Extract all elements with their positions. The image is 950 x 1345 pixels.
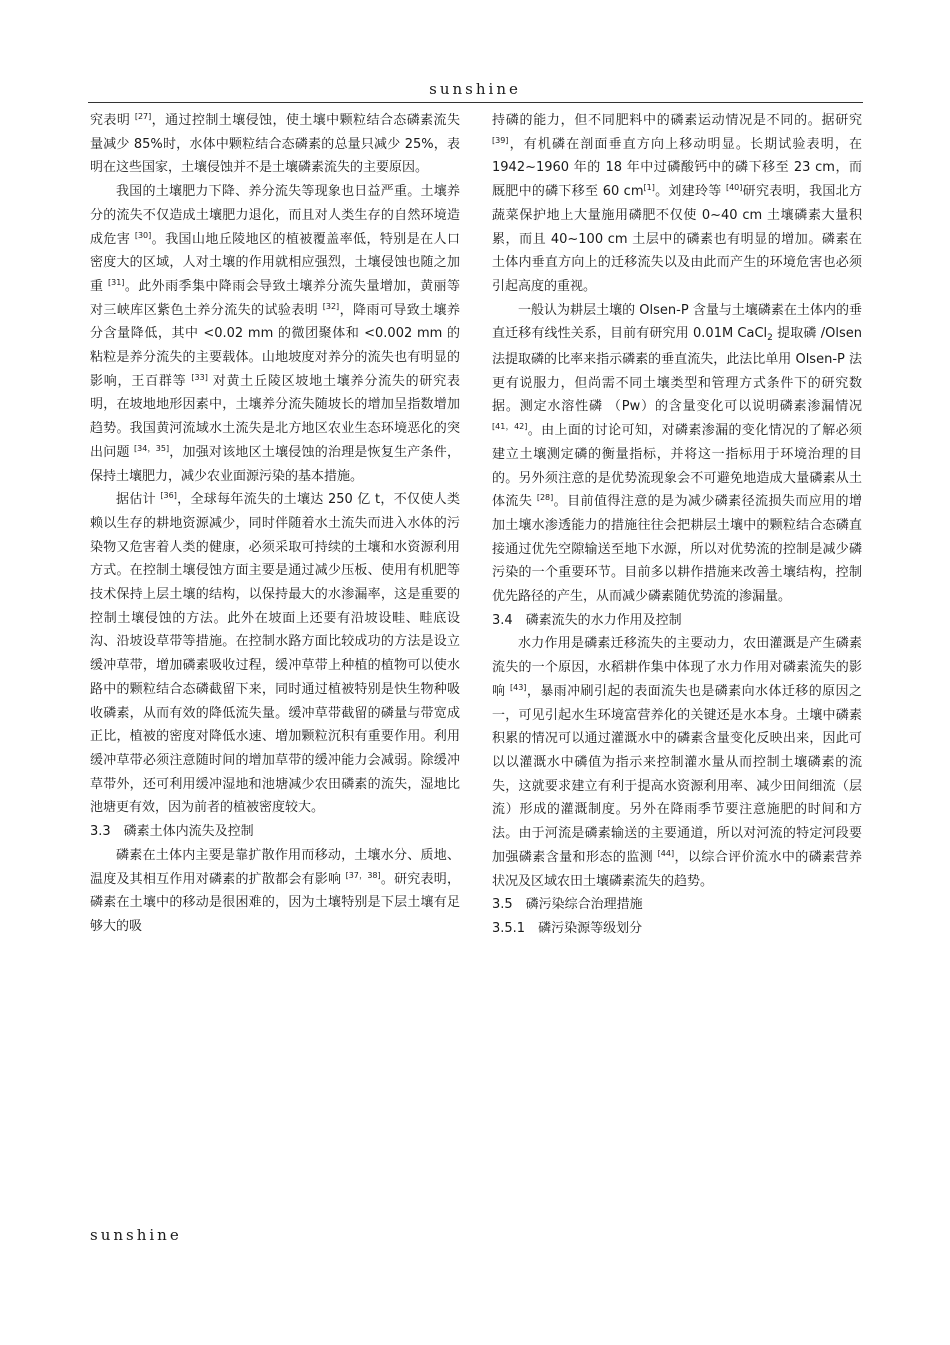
citation: [30] [134, 230, 152, 240]
citation: [44] [657, 848, 675, 858]
section-heading: 3.5 磷污染综合治理措施 [492, 897, 643, 913]
paragraph: 一般认为耕层土壤的 Olsen-P 含量与土壤磷素在土体内的垂直迁移有线性关系，目前有研究用 0.01M CaCl$_2$ 提取磷 /Olsen 法提取磷的比率来指示磷素的垂直流失，此法比单用 Olsen-P 法更有说服力，但尚需不同土壤类型和管理方式条件下的研究数据。测定水溶性磷 （Pw）的含量变化可以说明磷素渗漏情况 [41，42]。由上面的讨论可知，对磷素渗漏的变化情况的了解必须建立土壤测定磷的衡量指标，并将这一指标用于环境治理的目的。另外须注意的是优势流现象会不可避免地造成大量磷素从土体流失 [28]。目前值得注意的是为减少磷素径流损失而应用的增加土壤水渗透能力的措施往往会把耕层土壤中的颗粒结合态磷直接通过优先空隙输送至地下水源，所以对优势流的控制是减少磷污染的一个重要环节。目前多以耕作措施来改善土壤结构，控制优先路径的产生，从而减少磷素随优势流的渗漏量。 [492, 302, 862, 605]
subscript: 2 [767, 333, 773, 344]
citation: [28] [536, 493, 554, 503]
citation: [40] [725, 183, 743, 193]
citation: [43] [509, 682, 527, 692]
section-heading: 3.4 磷素流失的水力作用及控制 [492, 612, 682, 628]
citation: [27] [134, 112, 152, 121]
subsection-heading: 3.5.1 磷污染源等级划分 [492, 920, 643, 936]
page-header: sunshine [429, 80, 521, 98]
citation: [37，38] [345, 870, 381, 880]
paragraph: 究表明 [27]，通过控制土壤侵蚀，使土壤中颗粒结合态磷素流失量减少 85%时，水体中颗粒结合态磷素的总量只减少 25%，表明在这些国家，土壤侵蚀并不是土壤磷素流失的主要原因。 [90, 112, 460, 176]
citation: [34，35] [134, 443, 170, 453]
left-column [90, 109, 460, 939]
right-column [492, 109, 862, 941]
paragraph: 我国的土壤肥力下降、养分流失等现象也日益严重。土壤养分的流失不仅造成土壤肥力退化，而且对人类生存的自然环境造成危害 [30]。我国山地丘陵地区的植被覆盖率低，特别是在人口密度大的区域，人对土壤的作用就相应强烈，土壤侵蚀也随之加重 [31]。此外雨季集中降雨会导致土壤养分流失量增加，黄丽等对三峡库区紫色土养分流失的试验表明 [32]，降雨可导致土壤养分含量降低，其中 <0.02 mm 的微团聚体和 <0.002 mm 的粘粒是养分流失的主要载体。山地坡度对养分的流失也有明显的影响，王百群等 [33] 对黄土丘陵区坡地土壤养分流失的研究表明，在坡地地形因素中，土壤养分流失随坡长的增加呈指数增加趋势。我国黄河流域水土流失是北方地区农业生态环境恶化的突出问题 [34，35]，加强对该地区土壤侵蚀的治理是恢复生产条件，保持土壤肥力，减少农业面源污染的基本措施。 [90, 184, 460, 484]
paragraph: 据估计 [36]，全球每年流失的土壤达 250 亿 t，不仅使人类赖以生存的耕地资源减少，同时伴随着水土流失而进入水体的污染物又危害着人类的健康，必须采取可持续的土壤和水资源利用方式。在控制土壤侵蚀方面主要是通过减少压板、使用有机肥等技术保持上层土壤的结构，以保持最大的水渗漏率，这是重要的控制土壤侵蚀的方法。此外在坡面上还要有沿坡设畦、畦底设沟、沿坡设草带等措施。在控制水路方面比较成功的方法是设立缓冲草带，增加磷素吸收过程，缓冲草带上种植的植物可以使水路中的颗粒结合态磷截留下来，同时通过植被特别是快生物种吸收磷素，从而有效的降低流失量。缓冲草带截留的磷量与带宽成正比，植被的密度对降低水速、增加颗粒沉积有重要作用。利用缓冲草带必须注意随时间的增加草带的缓冲能力会减弱。除缓冲草带外，还可利用缓冲湿地和池塘减少农田磷素的流失，湿地比池塘更有效，因为前者的植被密度较大。 [90, 491, 460, 816]
citation: [36] [160, 491, 177, 501]
citation: [1] [643, 183, 655, 193]
header-rule [88, 102, 863, 103]
citation: [31] [107, 277, 125, 287]
paragraph: 持磷的能力，但不同肥料中的磷素运动情况是不同的。据研究 [39]，有机磷在剖面垂直方向上移动明显。长期试验表明，在 1942~1960 年的 18 年中过磷酸钙中的磷下移至 23 cm，而厩肥中的磷下移至 60 cm[1]。刘建玲等 [40]研究表明，我国北方蔬菜保护地上大量施用磷肥不仅使 0~40 cm 土壤磷素大量积累，而且 40~100 cm 土层中的磷素也有明显的增加。磷素在土体内垂直方向上的迁移流失以及由此而产生的环境危害也必须引起高度的重视。 [492, 113, 862, 294]
section-heading: 3.3 磷素土体内流失及控制 [90, 824, 254, 840]
paragraph: 磷素在土体内主要是靠扩散作用而移动，土壤水分、质地、温度及其相互作用对磷素的扩散都会有影响 [37，38]。研究表明，磷素在土壤中的移动是很困难的，因为土壤特别是下层土壤有足够大的吸 [90, 847, 460, 934]
paragraph: 水力作用是磷素迁移流失的主要动力，农田灌溉是产生磷素流失的一个原因，水稻耕作集中体现了水力作用对磷素流失的影响 [43]，暴雨冲刷引起的表面流失也是磷素向水体迁移的原因之一，可见引起水生环境富营养化的关键还是水本身。土壤中磷素积累的情况可以通过灌溉水中的磷素含量变化反映出来，因此可以以灌溉水中磷值为指示来控制灌水量从而控制土壤磷素的流失，这就要求建立有利于提高水资源利用率、减少田间细流（层流）形成的灌溉制度。另外在降雨季节要注意施肥的时间和方法。由于河流是磷素输送的主要通道，所以对河流的特定河段要加强磷素含量和形态的监测 [44]，以综合评价流水中的磷素营养状况及区域农田土壤磷素流失的趋势。 [492, 636, 862, 889]
citation: [33] [191, 372, 208, 382]
citation: [32] [322, 301, 340, 311]
page-footer: sunshine [90, 1226, 182, 1244]
citation: [41，42] [492, 422, 528, 432]
citation: [39] [492, 135, 509, 145]
